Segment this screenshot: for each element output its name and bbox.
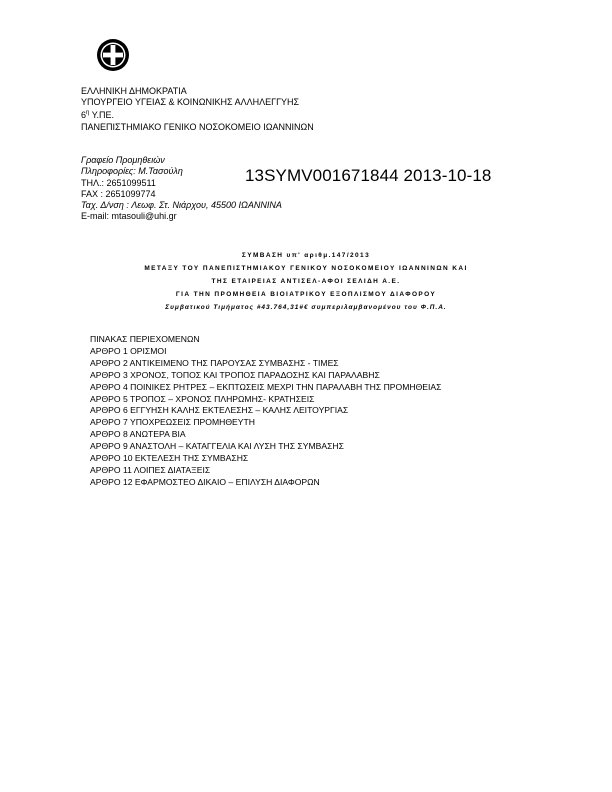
header-line-country: ΕΛΛΗΝΙΚΗ ΔΗΜΟΚΡΑΤΙΑ [81, 86, 187, 96]
phone-number: ΤΗΛ.: 2651099511 [81, 177, 156, 188]
toc-item: ΑΡΘΡΟ 9 ΑΝΑΣΤΟΛΗ – ΚΑΤΑΓΓΕΛΙΑ ΚΑΙ ΛΥΣΗ ΤΗΣ ΣΥΜΒΑΣΗΣ [90, 441, 344, 452]
contract-number: ΣΥΜΒΑΣΗ υπ' αριθμ.147/2013 [241, 252, 371, 259]
toc-heading: ΠΙΝΑΚΑΣ ΠΕΡΙΕΧΟΜΕΝΩΝ [90, 334, 200, 344]
fax-number: FAX : 2651099774 [81, 188, 156, 199]
hellenic-republic-emblem-icon [96, 38, 130, 72]
email-address: E-mail: mtasouli@uhi.gr [81, 211, 177, 222]
header-line-ministry: ΥΠΟΥΡΓΕΙΟ ΥΓΕΙΑΣ & ΚΟΙΝΩΝΙΚΗΣ ΑΛΛΗΛΕΓΓΥΗΣ [81, 97, 300, 108]
ministry-header [81, 86, 314, 133]
toc-item: ΑΡΘΡΟ 10 ΕΚΤΕΛΕΣΗ ΤΗΣ ΣΥΜΒΑΣΗΣ [90, 453, 249, 464]
contract-title [100, 249, 512, 314]
toc-item: ΑΡΘΡΟ 3 ΧΡΟΝΟΣ, ΤΟΠΟΣ ΚΑΙ ΤΡΟΠΟΣ ΠΑΡΑΔΟΣΗΣ ΚΑΙ ΠΑΡΑΛΑΒΗΣ [90, 369, 380, 380]
table-of-contents [90, 334, 441, 489]
postal-address: Ταχ. Δ/νση : Λεωφ. Στ. Νιάρχου, 45500 ΙΩΑΝΝΙΝΑ [81, 200, 282, 211]
region-superscript: η [86, 110, 90, 117]
contact-person: Πληροφορίες: Μ.Τασούλη [81, 166, 183, 177]
ada-code: 13SYMV001671844 2013-10-18 [245, 166, 492, 185]
header-line-region [81, 108, 314, 121]
toc-item: ΑΡΘΡΟ 12 ΕΦΑΡΜΟΣΤΕΟ ΔΙΚΑΙΟ – ΕΠΙΛΥΣΗ ΔΙΑΦΟΡΩΝ [90, 476, 320, 487]
header-line-hospital: ΠΑΝΕΠΙΣΤΗΜΙΑΚΟ ΓΕΝΙΚΟ ΝΟΣΟΚΟΜΕΙΟ ΙΩΑΝΝΙΝΩΝ [81, 121, 314, 132]
toc-item: ΑΡΘΡΟ 4 ΠΟΙΝΙΚΕΣ ΡΗΤΡΕΣ – ΕΚΠΤΩΣΕΙΣ ΜΕΧΡΙ ΤΗΝ ΠΑΡΑΛΑΒΗ ΤΗΣ ΠΡΟΜΗΘΕΙΑΣ [90, 381, 442, 392]
toc-item: ΑΡΘΡΟ 7 ΥΠΟΧΡΕΩΣΕΙΣ ΠΡΟΜΗΘΕΥΤΗ [90, 417, 255, 428]
contract-parties-line-1: ΜΕΤΑΞΥ ΤΟΥ ΠΑΝΕΠΙΣΤΗΜΙΑΚΟΥ ΓΕΝΙΚΟΥ ΝΟΣΟΚΟΜΕΙΟΥ ΙΩΑΝΝΙΝΩΝ ΚΑΙ [144, 265, 468, 272]
department-name: Γραφείο Προμηθειών [81, 155, 165, 165]
toc-item: ΑΡΘΡΟ 1 ΟΡΙΣΜΟΙ [90, 345, 167, 356]
toc-item: ΑΡΘΡΟ 5 ΤΡΟΠΟΣ – ΧΡΟΝΟΣ ΠΛΗΡΩΜΗΣ- ΚΡΑΤΗΣΕΙΣ [90, 393, 315, 404]
toc-item: ΑΡΘΡΟ 11 ΛΟΙΠΕΣ ΔΙΑΤΑΞΕΙΣ [90, 464, 211, 475]
toc-item: ΑΡΘΡΟ 6 ΕΓΓΥΗΣΗ ΚΑΛΗΣ ΕΚΤΕΛΕΣΗΣ – ΚΑΛΗΣ ΛΕΙΤΟΥΡΓΙΑΣ [90, 405, 349, 416]
toc-item: ΑΡΘΡΟ 8 ΑΝΩΤΕΡΑ ΒΙΑ [90, 429, 186, 440]
contract-price: Συμβατικού Τιμήματος #43.764,31#€ συμπεριλαμβανομένου του Φ.Π.Α. [165, 304, 447, 311]
region-number: 6 [81, 110, 87, 121]
contract-parties-line-2: ΤΗΣ ΕΤΑΙΡΕΙΑΣ ΑΝΤΙΣΕΛ-ΑΦΟΙ ΣΕΛΙΔΗ Α.Ε. [211, 278, 401, 285]
region-name: Υ.ΠΕ. [89, 110, 115, 121]
contract-subject: ΓΙΑ ΤΗΝ ΠΡΟΜΗΘΕΙΑ ΒΙΟΙΑΤΡΙΚΟΥ ΕΞΟΠΛΙΣΜΟΥ ΔΙΑΦΟΡΟΥ [175, 291, 437, 298]
toc-item: ΑΡΘΡΟ 2 ΑΝΤΙΚΕΙΜΕΝΟ ΤΗΣ ΠΑΡΟΥΣΑΣ ΣΥΜΒΑΣΗΣ - ΤΙΜΕΣ [90, 357, 339, 368]
